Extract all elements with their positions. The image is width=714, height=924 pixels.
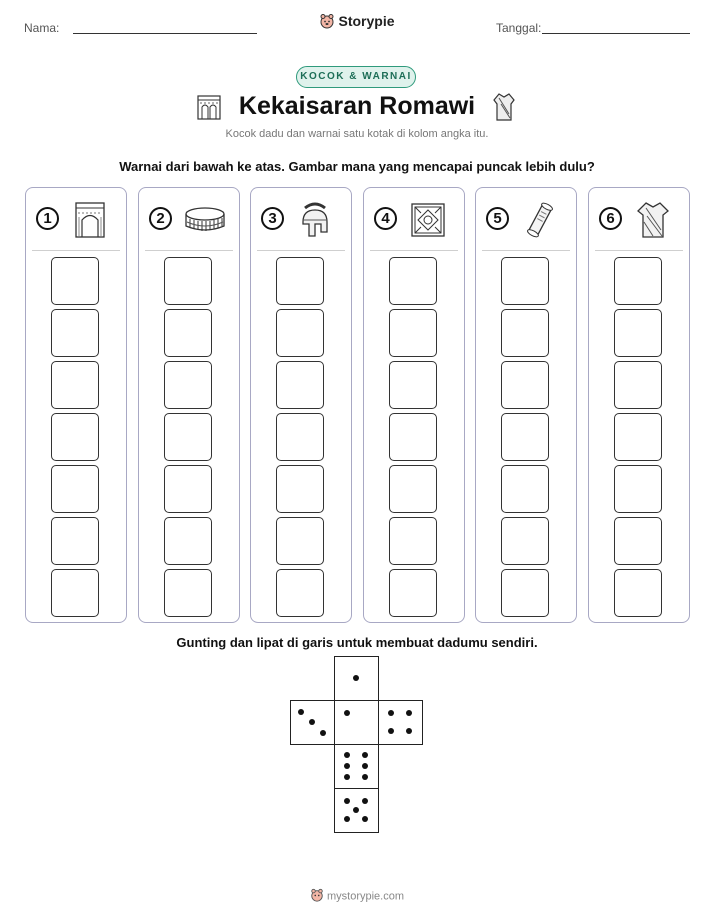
column-divider (370, 250, 458, 251)
column-4 (363, 187, 465, 623)
page-title: Kekaisaran Romawi (238, 92, 476, 120)
color-box[interactable] (51, 569, 99, 617)
color-box[interactable] (164, 413, 212, 461)
color-box[interactable] (389, 361, 437, 409)
column-5 (475, 187, 577, 623)
colosseum-icon (183, 200, 223, 240)
dice-face-center[interactable] (334, 700, 379, 745)
dice-face-bottom[interactable] (334, 788, 379, 833)
pip (344, 763, 350, 769)
column-2 (138, 187, 240, 623)
color-box[interactable] (614, 361, 662, 409)
color-box[interactable] (276, 413, 324, 461)
brand-name: Storypie (338, 13, 395, 30)
color-box[interactable] (276, 309, 324, 357)
color-box[interactable] (389, 465, 437, 513)
color-box[interactable] (164, 465, 212, 513)
color-box[interactable] (276, 465, 324, 513)
activity-badge: KOCOK & WARNAI (296, 66, 416, 88)
dice-face-right[interactable] (378, 700, 423, 745)
column-1 (25, 187, 127, 623)
color-box[interactable] (614, 517, 662, 565)
color-box[interactable] (51, 257, 99, 305)
color-box[interactable] (276, 361, 324, 409)
brand (0, 13, 714, 32)
color-box[interactable] (501, 361, 549, 409)
dice-instruction: Gunting dan lipat di garis untuk membuat dadumu sendiri. (176, 635, 538, 650)
color-box[interactable] (389, 413, 437, 461)
pip (406, 728, 412, 734)
color-box[interactable] (501, 309, 549, 357)
dice-face-lower[interactable] (334, 744, 379, 789)
color-box[interactable] (164, 517, 212, 565)
color-box[interactable] (164, 257, 212, 305)
roman-helmet-icon (295, 200, 335, 240)
pip (362, 774, 368, 780)
toga-title-icon (491, 92, 517, 127)
pip (362, 816, 368, 822)
instruction: Warnai dari bawah ke atas. Gambar mana yang mencapai puncak lebih dulu? (119, 159, 595, 174)
color-box[interactable] (389, 569, 437, 617)
column-number: 4 (374, 207, 397, 230)
color-box[interactable] (164, 361, 212, 409)
footer-url[interactable]: mystorypie.com (326, 890, 405, 903)
storypie-logo-icon (310, 888, 324, 905)
color-box[interactable] (389, 257, 437, 305)
column-number: 1 (36, 207, 59, 230)
color-box[interactable] (501, 517, 549, 565)
toga-icon (633, 200, 673, 240)
footer (0, 888, 714, 905)
color-box[interactable] (614, 309, 662, 357)
color-box[interactable] (614, 413, 662, 461)
pip (344, 752, 350, 758)
column-number: 3 (261, 207, 284, 230)
column-number: 5 (486, 207, 509, 230)
column-divider (32, 250, 120, 251)
name-label: Nama: (24, 21, 60, 35)
color-box[interactable] (614, 257, 662, 305)
color-box[interactable] (501, 569, 549, 617)
color-box[interactable] (51, 465, 99, 513)
pip (362, 752, 368, 758)
date-label: Tanggal: (496, 21, 542, 35)
pip (406, 710, 412, 716)
pip (320, 730, 326, 736)
color-box[interactable] (164, 309, 212, 357)
color-box[interactable] (389, 309, 437, 357)
name-line[interactable] (73, 33, 257, 34)
color-box[interactable] (614, 569, 662, 617)
color-box[interactable] (276, 517, 324, 565)
pip (362, 798, 368, 804)
column-3 (250, 187, 352, 623)
column-divider (145, 250, 233, 251)
pip (309, 719, 315, 725)
color-box[interactable] (501, 413, 549, 461)
color-box[interactable] (51, 361, 99, 409)
column-divider (595, 250, 683, 251)
column-divider (257, 250, 345, 251)
mosaic-icon (408, 200, 448, 240)
page-subtitle: Kocok dadu dan warnai satu kotak di kolom angka itu. (225, 128, 489, 140)
color-box[interactable] (501, 257, 549, 305)
column-number: 6 (599, 207, 622, 230)
color-box[interactable] (276, 569, 324, 617)
pip (353, 675, 359, 681)
color-box[interactable] (51, 413, 99, 461)
column-6 (588, 187, 690, 623)
color-box[interactable] (164, 569, 212, 617)
aqueduct-icon (70, 200, 110, 240)
color-box[interactable] (51, 517, 99, 565)
pip (353, 807, 359, 813)
column-divider (482, 250, 570, 251)
color-box[interactable] (389, 517, 437, 565)
pip (362, 763, 368, 769)
color-box[interactable] (51, 309, 99, 357)
pip (344, 710, 350, 716)
pip (388, 710, 394, 716)
pip (388, 728, 394, 734)
dice-face-top[interactable] (334, 656, 379, 701)
date-line[interactable] (542, 33, 690, 34)
color-box[interactable] (276, 257, 324, 305)
column-number: 2 (149, 207, 172, 230)
pip (344, 816, 350, 822)
dice-face-left[interactable] (290, 700, 335, 745)
scroll-icon (520, 200, 560, 240)
pip (344, 774, 350, 780)
pip (298, 709, 304, 715)
storypie-logo-icon (319, 13, 335, 32)
color-box[interactable] (501, 465, 549, 513)
pip (344, 798, 350, 804)
color-box[interactable] (614, 465, 662, 513)
